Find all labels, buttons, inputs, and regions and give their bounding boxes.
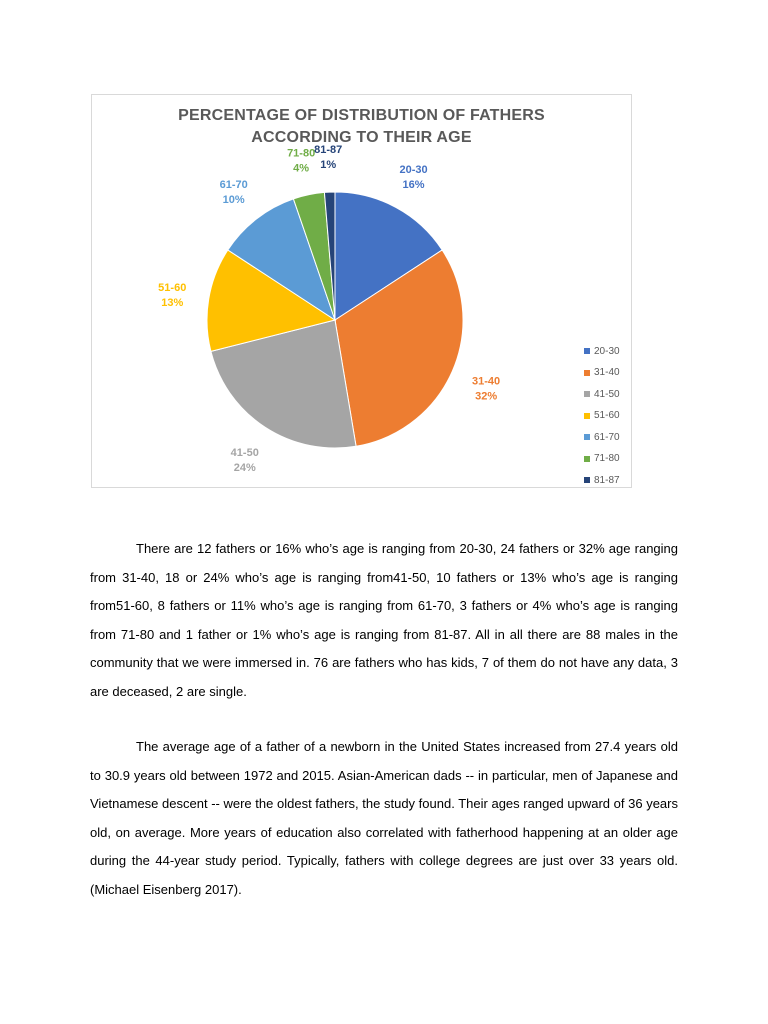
pie-chart-canvas — [92, 95, 633, 489]
legend-item-81-87 — [584, 473, 620, 487]
data-label-51-60 — [158, 282, 186, 309]
data-label-20-30 — [399, 164, 427, 191]
legend-swatch — [584, 434, 590, 440]
legend-label: 61-70 — [594, 431, 620, 443]
data-label-percent: 13% — [161, 296, 184, 309]
chart-title-line-1: PERCENTAGE OF DISTRIBUTION OF FATHERS — [178, 107, 545, 124]
legend-label: 71-80 — [594, 453, 620, 464]
legend-swatch — [584, 370, 590, 376]
legend-item-41-50 — [584, 387, 620, 401]
data-label-category: 51-60 — [158, 281, 187, 294]
data-label-category: 81-87 — [314, 144, 343, 157]
data-label-category: 31-40 — [472, 375, 501, 388]
data-label-31-40 — [472, 375, 500, 402]
legend-label: 20-30 — [594, 345, 620, 357]
legend-swatch — [584, 391, 590, 397]
legend-item-51-60 — [584, 409, 620, 423]
data-label-61-70 — [220, 179, 248, 206]
legend-swatch — [584, 348, 590, 354]
legend-swatch — [584, 477, 590, 483]
data-label-81-87 — [314, 144, 342, 171]
legend-swatch — [584, 413, 590, 419]
paragraph-1 — [90, 535, 678, 706]
data-label-category: 20-30 — [399, 163, 428, 176]
data-label-percent: 1% — [320, 159, 337, 172]
pie-chart — [91, 94, 632, 488]
data-label-category: 61-70 — [219, 178, 248, 191]
legend-item-31-40 — [584, 366, 620, 380]
legend-label: 51-60 — [594, 410, 620, 421]
legend-label: 31-40 — [594, 367, 620, 378]
legend-item-20-30 — [584, 344, 620, 358]
legend-label: 81-87 — [594, 474, 620, 486]
paragraph-2 — [90, 733, 678, 904]
data-label-category: 41-50 — [230, 447, 259, 460]
data-label-percent: 10% — [222, 193, 245, 206]
legend-item-71-80 — [584, 452, 620, 466]
paragraph-2-text: The average age of a father of a newborn in the United States increased from 27.4 years old to 30.9 years old between 1972 and 2015. Asian-American dads -- in particular, men of Japanese and Vietnamese descent -- were the oldest fathers, the study found. Their ages ranged upward of 36 years old, on average. More years of education also correlated with fatherhood happening at an older age during the 44-year study period. Typically, fathers with college degrees are just over 33 years old. (Michael Eisenberg 2017). — [90, 739, 678, 897]
data-label-71-80 — [287, 148, 315, 175]
data-label-percent: 32% — [475, 390, 498, 403]
legend-swatch — [584, 456, 590, 462]
data-label-percent: 16% — [402, 178, 425, 191]
paragraph-1-text: There are 12 fathers or 16% who’s age is ranging from 20-30, 24 fathers or 32% age ranging from 31-40, 18 or 24% who’s age is ranging from41-50, 10 fathers or 13% who’s age is ranging from51-60, 8 fathers or 11% who’s age is ranging from 61-70, 3 fathers or 4% who’s age is ranging from 71-80 and 1 father or 1% who’s age is ranging from 81-87. All in all there are 88 males in the community that we were immersed in. 76 are fathers who has kids, 7 of them do not have any data, 3 are deceased, 2 are single. — [90, 541, 678, 699]
legend-item-61-70 — [584, 430, 620, 444]
chart-title-line-2: ACCORDING TO THEIR AGE — [251, 129, 472, 146]
data-label-percent: 24% — [233, 462, 256, 475]
data-label-percent: 4% — [293, 162, 310, 175]
data-label-category: 71-80 — [287, 147, 316, 160]
legend-label: 41-50 — [594, 388, 620, 400]
data-label-41-50 — [231, 447, 259, 474]
